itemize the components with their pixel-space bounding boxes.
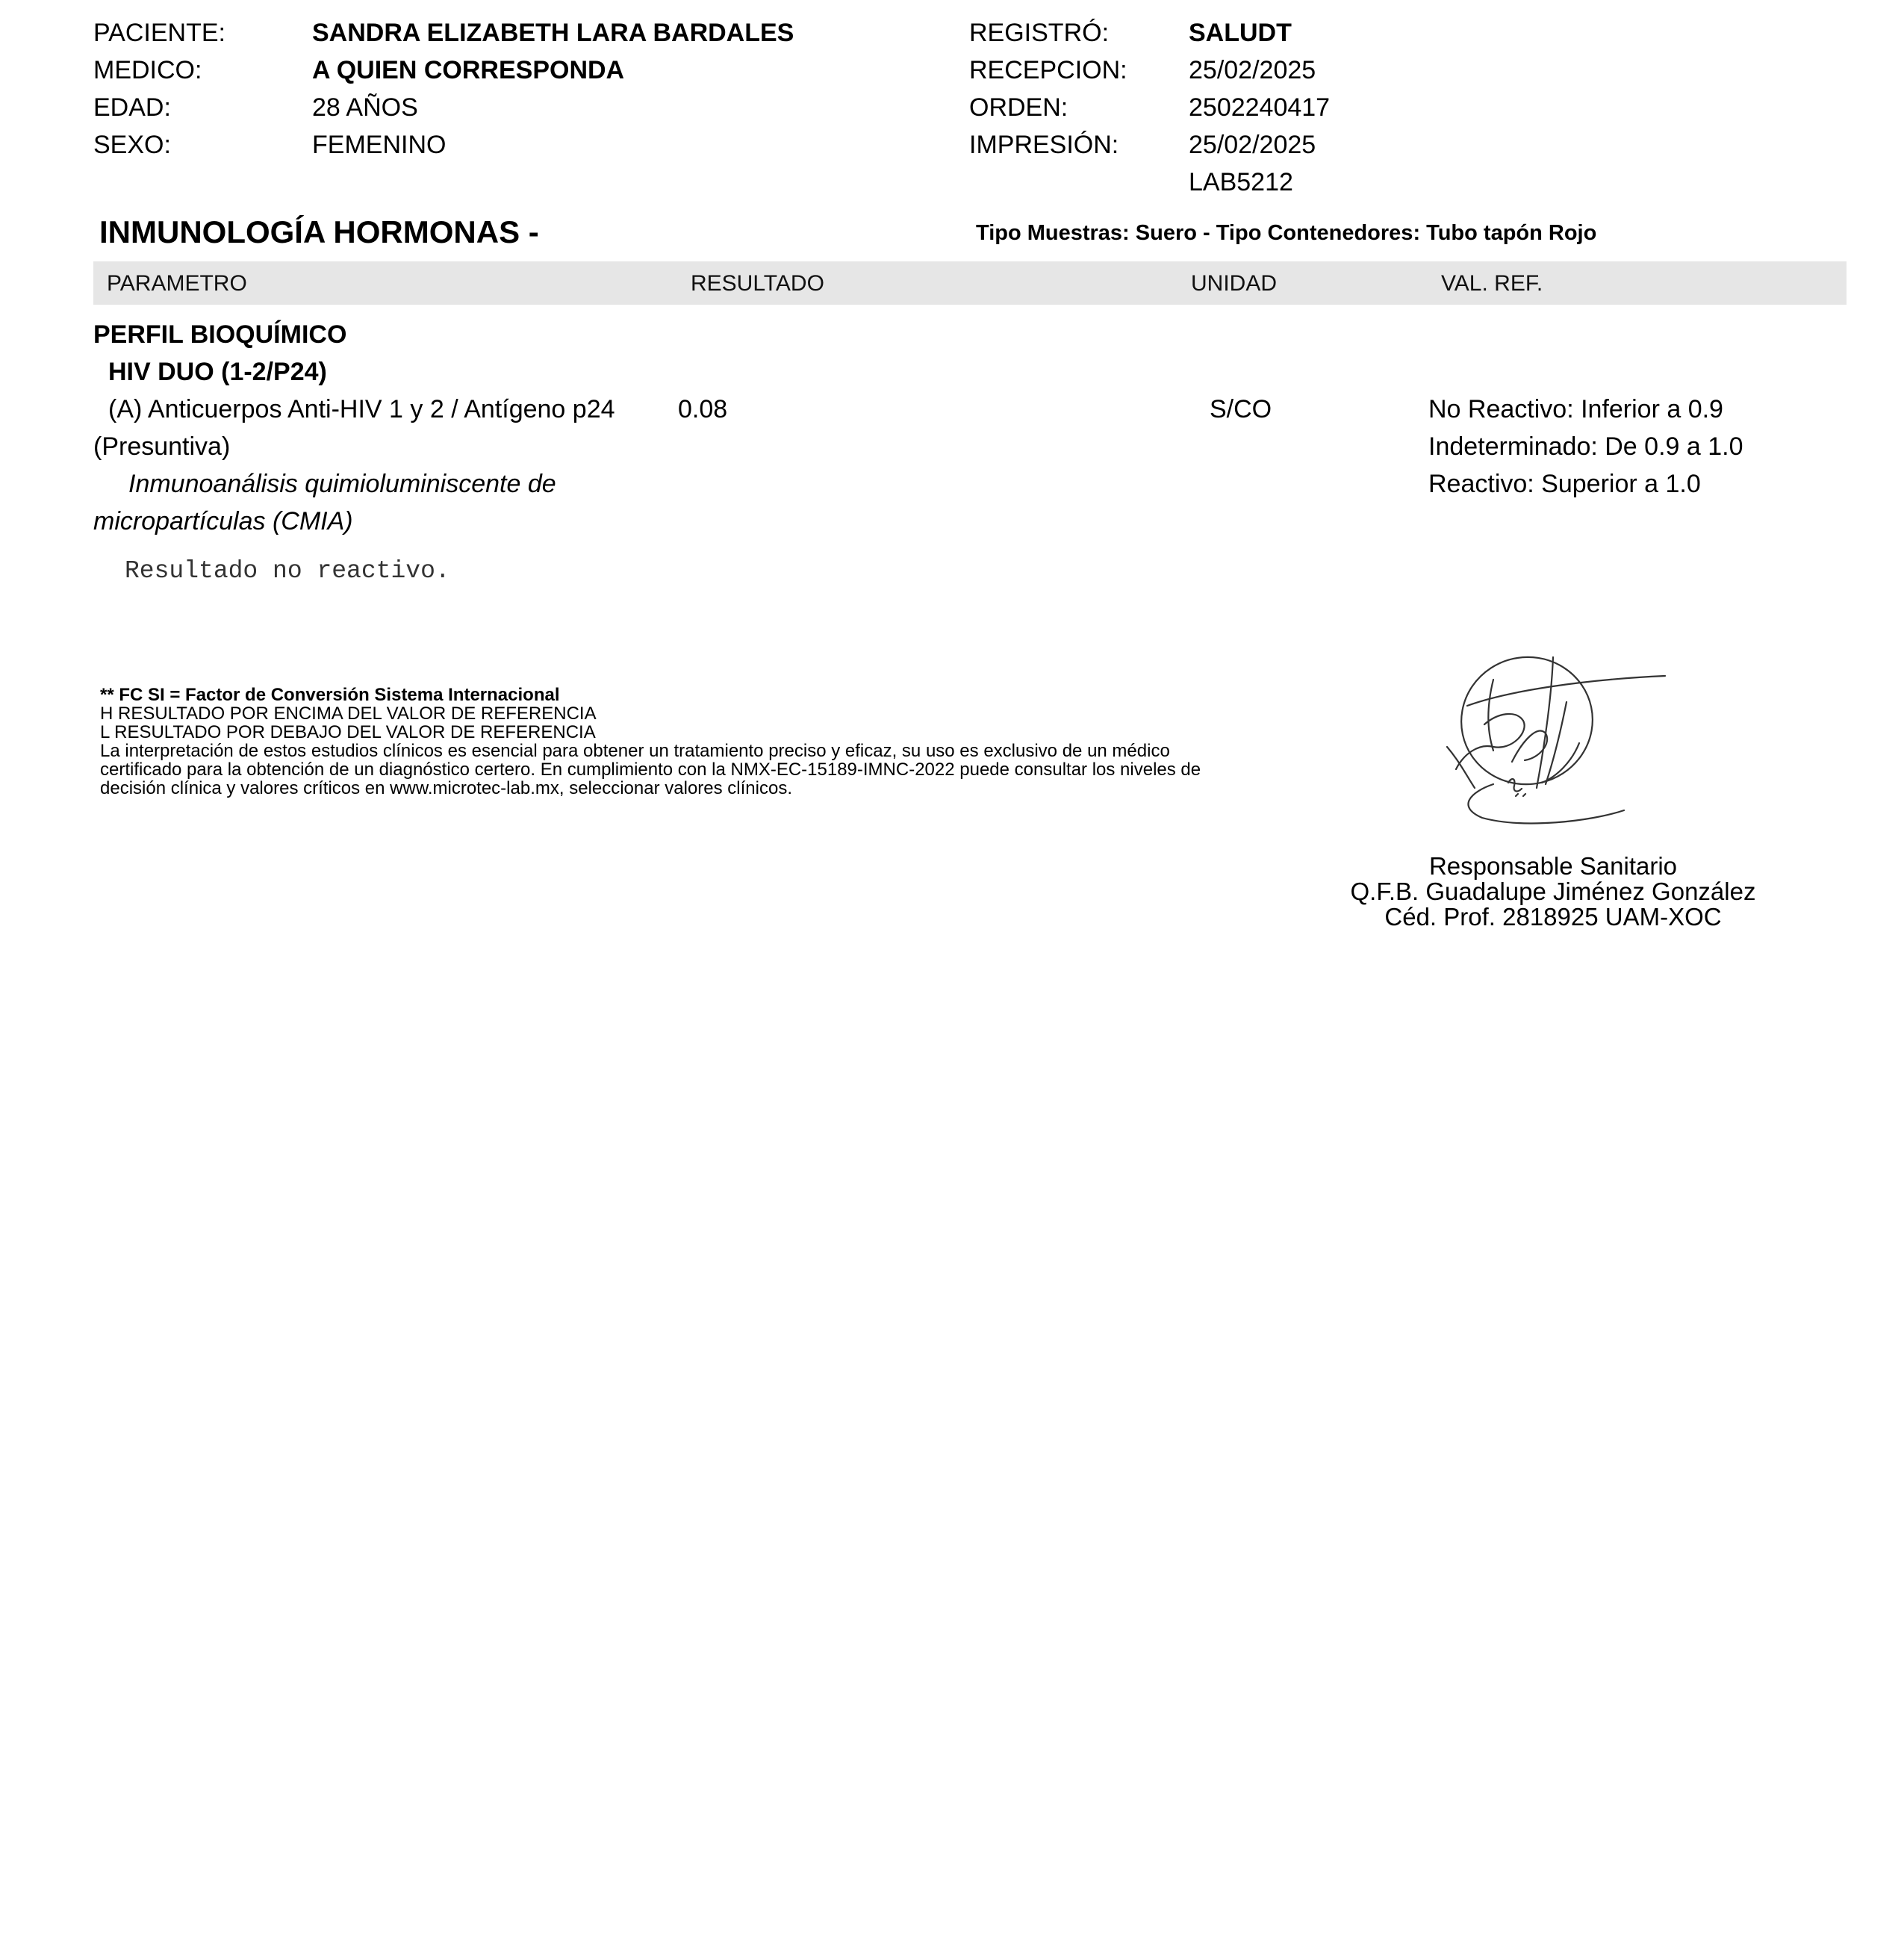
sex-value: FEMENINO — [312, 131, 447, 159]
disclaimer-line: decisión clínica y valores críticos en www.microtec-lab.mx, seleccionar valores clínicos. — [100, 778, 792, 798]
order-number: 2502240417 — [1189, 93, 1331, 122]
lab-code: LAB5212 — [1189, 168, 1293, 196]
print-label: IMPRESIÓN: — [969, 131, 1119, 159]
disclaimer-line: La interpretación de estos estudios clínicos es esencial para obtener un tratamiento preciso y eficaz, su uso es exclusivo de un médico — [100, 741, 1170, 761]
column-header-result: RESULTADO — [691, 271, 824, 296]
method-description-continued: micropartículas (CMIA) — [93, 507, 353, 535]
reference-range-line: Reactivo: Superior a 1.0 — [1428, 470, 1701, 498]
reference-range-line: No Reactivo: Inferior a 0.9 — [1428, 395, 1723, 423]
column-header-parameter: PARAMETRO — [107, 271, 247, 296]
handwritten-signature — [1441, 650, 1673, 833]
footnote-low: L RESULTADO POR DEBAJO DEL VALOR DE REFERENCIA — [100, 722, 596, 742]
sex-label: SEXO: — [93, 131, 171, 159]
parameter-name-continued: (Presuntiva) — [93, 432, 231, 461]
age-label: EDAD: — [93, 93, 171, 122]
method-description: Inmunoanálisis quimioluminiscente de — [128, 470, 556, 498]
test-group-heading: HIV DUO (1-2/P24) — [108, 358, 327, 386]
column-header-reference: VAL. REF. — [1441, 271, 1543, 296]
footnote-high: H RESULTADO POR ENCIMA DEL VALOR DE REFERENCIA — [100, 704, 597, 724]
responsible-license: Céd. Prof. 2818925 UAM-XOC — [1384, 903, 1722, 931]
age-value: 28 AÑOS — [312, 93, 418, 122]
disclaimer-line: certificado para la obtención de un diagnóstico certero. En cumplimiento con la NMX-EC-15189-IMNC-2022 puede consultar los niveles de — [100, 760, 1201, 780]
order-label: ORDEN: — [969, 93, 1068, 122]
footnote-fc-si: ** FC SI = Factor de Conversión Sistema Internacional — [100, 685, 560, 705]
doctor-label: MEDICO: — [93, 56, 202, 84]
patient-label: PACIENTE: — [93, 19, 225, 47]
profile-heading: PERFIL BIOQUÍMICO — [93, 320, 347, 349]
print-date: 25/02/2025 — [1189, 131, 1316, 159]
table-header — [93, 261, 1847, 305]
responsible-signatory — [1337, 854, 1770, 930]
result-value: 0.08 — [678, 395, 728, 423]
reception-label: RECEPCION: — [969, 56, 1127, 84]
result-comment: Resultado no reactivo. — [125, 557, 450, 585]
doctor-name: A QUIEN CORRESPONDA — [312, 56, 625, 84]
registered-by-label: REGISTRÓ: — [969, 19, 1110, 47]
responsible-title: Responsable Sanitario — [1428, 852, 1678, 880]
column-header-unit: UNIDAD — [1191, 271, 1278, 296]
responsible-name: Q.F.B. Guadalupe Jiménez González — [1350, 878, 1756, 905]
footnotes — [100, 686, 1265, 798]
reference-range-line: Indeterminado: De 0.9 a 1.0 — [1428, 432, 1743, 461]
result-unit: S/CO — [1210, 395, 1272, 423]
patient-name: SANDRA ELIZABETH LARA BARDALES — [312, 19, 794, 47]
sample-info: Tipo Muestras: Suero - Tipo Contenedores: Tubo tapón Rojo — [976, 221, 1597, 245]
parameter-name: (A) Anticuerpos Anti-HIV 1 y 2 / Antígeno p24 — [108, 395, 615, 423]
reception-date: 25/02/2025 — [1189, 56, 1316, 84]
registered-by-value: SALUDT — [1189, 19, 1292, 47]
section-title: INMUNOLOGÍA HORMONAS - — [99, 214, 539, 249]
